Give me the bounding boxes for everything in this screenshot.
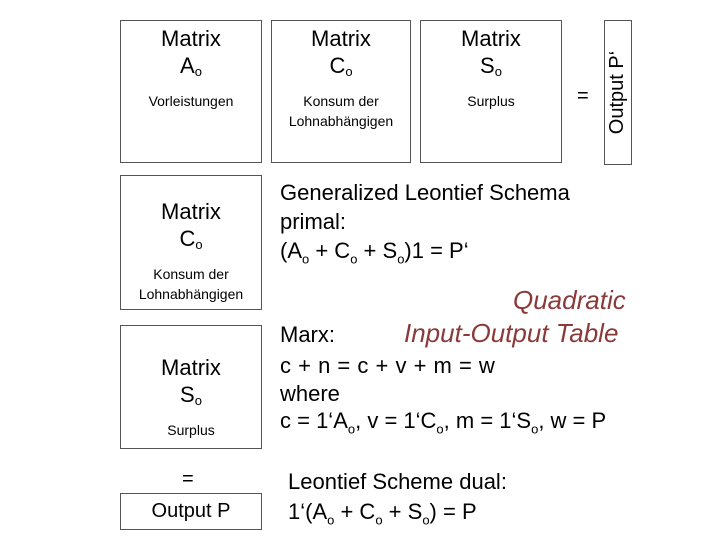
- matrix-c-top-box: [271, 20, 411, 163]
- matrix-c-left-title: Matrix: [161, 199, 221, 224]
- matrix-s-top-title: Matrix: [461, 26, 521, 51]
- matrix-s-left-box: [120, 325, 262, 449]
- matrix-a-title: Matrix: [161, 26, 221, 51]
- marx-definitions: $c = 1‘A_o$, $v = 1‘C_o$, $m = 1‘S_o$, w = P: [280, 408, 607, 437]
- matrix-s-left-desc: Surplus: [167, 422, 215, 438]
- left-equals: =: [182, 468, 194, 490]
- matrix-c-top-desc: Konsum der Lohnabhängigen: [288, 93, 394, 129]
- output-p-box: [120, 493, 262, 530]
- matrix-s-left-symbol: $S_o$: [180, 382, 202, 408]
- marx-equation: c + n = c + v + m = w: [280, 353, 496, 378]
- matrix-c-left-box: [120, 175, 262, 310]
- marx-label: Marx:: [280, 322, 335, 347]
- matrix-s-top-box: [420, 20, 562, 163]
- matrix-c-left-symbol: $C_o$: [179, 226, 203, 252]
- primal-line-2: primal:: [280, 209, 347, 234]
- output-p-prime-label: Output P‘: [606, 50, 629, 135]
- matrix-s-top-desc: Surplus: [467, 93, 515, 109]
- matrix-a-box: [120, 20, 262, 163]
- dual-equation: $1‘(A_o + C_o + S_o) = P$: [288, 499, 477, 528]
- primal-equation: $(A_o + C_o + S_o)1$ = P‘: [280, 238, 469, 267]
- output-p-label: Output P: [151, 500, 231, 522]
- top-equals: =: [577, 85, 589, 107]
- matrix-s-left-title: Matrix: [161, 355, 221, 380]
- matrix-a-symbol: $A_o$: [180, 53, 202, 79]
- io-table-title: Input-Output Table: [404, 318, 619, 348]
- primal-line-1: Generalized Leontief Schema: [280, 180, 570, 205]
- quadratic-title: Quadratic: [513, 285, 626, 315]
- matrix-a-desc: Vorleistungen: [148, 93, 234, 109]
- matrix-c-top-title: Matrix: [311, 26, 371, 51]
- matrix-s-top-symbol: $S_o$: [480, 53, 502, 79]
- matrix-c-left-desc: Konsum der Lohnabhängigen: [138, 266, 244, 302]
- matrix-c-top-symbol: $C_o$: [329, 53, 353, 79]
- where-label: where: [280, 381, 340, 406]
- dual-line-1: Leontief Scheme dual:: [288, 469, 507, 494]
